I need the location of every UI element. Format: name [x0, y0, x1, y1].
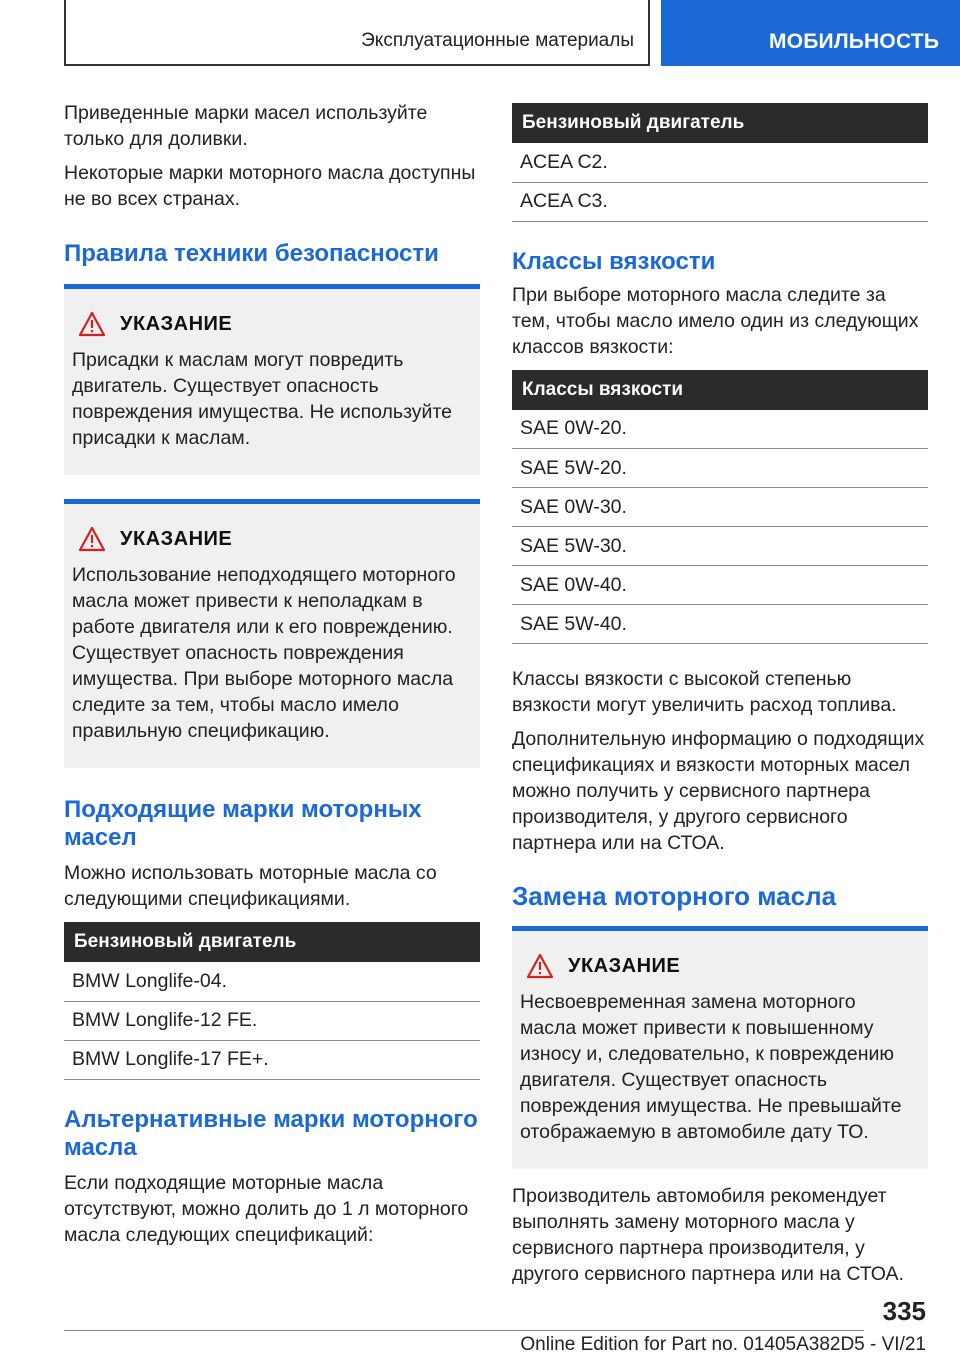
right-column — [512, 100, 928, 1295]
table-cell: BMW Longlife-12 FE. — [64, 1001, 480, 1040]
table-row — [512, 143, 928, 182]
heading-oil-change: Замена моторного масла — [512, 881, 837, 911]
table-header: Классы вязкости — [512, 370, 928, 410]
table-row — [512, 527, 928, 566]
warning-icon — [78, 311, 106, 337]
page-number: 335 — [882, 1296, 926, 1326]
paragraph: Некоторые марки моторного масла доступны не во всех странах. — [64, 162, 476, 210]
table-cell: SAE 0W-40. — [512, 566, 928, 605]
notice-header — [520, 953, 914, 979]
heading-safety: Правила техники безопасности — [64, 240, 439, 267]
paragraph: При выборе моторного масла следите за тем, чтобы масло имело один из следующих классов вязкости: — [512, 283, 919, 358]
notice-title: УКАЗАНИЕ — [120, 527, 233, 550]
paragraph: Производитель автомобиля рекомендует выполнять замену моторного масла у сервисного партнера производителя, у другого сервисного партнера или на СТОА. — [512, 1185, 904, 1285]
heading-viscosity: Классы вязкости — [512, 247, 716, 275]
table-cell: SAE 0W-20. — [512, 410, 928, 449]
table-cell: BMW Longlife-04. — [64, 962, 480, 1001]
paragraph: Можно использовать моторные масла со следующими спецификациями. — [64, 862, 437, 910]
viscosity-table — [512, 370, 928, 645]
left-column — [64, 100, 480, 1256]
table-row — [512, 605, 928, 644]
paragraph: Классы вязкости с высокой степенью вязкости могут увеличить расход топлива. — [512, 668, 897, 716]
notice-box — [64, 284, 480, 475]
table-cell: ACEA C2. — [512, 143, 928, 182]
notice-text: Использование неподходящего моторного масла может привести к неполадкам в работе двигателя или к его повреждению. Существует опасность повреждения имущества. При выборе моторного масла следите за тем, чтобы масло имело правильную спецификацию. — [72, 564, 456, 742]
table-cell: SAE 0W-30. — [512, 488, 928, 527]
paragraph: Дополнительную информацию о подходящих спецификациях и вязкости моторных масел можно получить у сервисного партнера производителя, у другого сервисного партнера или на СТОА. — [512, 728, 925, 854]
table-row — [64, 962, 480, 1001]
footer-edition: Online Edition for Part no. 01405A382D5 - VI/21 — [520, 1334, 926, 1355]
table-header: Бензиновый двигатель — [512, 103, 928, 143]
table-cell: SAE 5W-30. — [512, 527, 928, 566]
spec-table-petrol-alt — [512, 103, 928, 222]
spec-table-petrol — [64, 922, 480, 1080]
notice-header — [72, 526, 466, 552]
notice-text: Присадки к маслам могут повредить двигатель. Существует опасность повреждения имущества. Не используйте присадки к маслам. — [72, 349, 453, 449]
notice-box — [512, 926, 928, 1169]
table-row — [64, 1040, 480, 1079]
table-cell: SAE 5W-20. — [512, 449, 928, 488]
footer-divider — [64, 1330, 864, 1331]
chapter-tab: МОБИЛЬНОСТЬ — [661, 0, 960, 66]
notice-title: УКАЗАНИЕ — [120, 312, 233, 335]
table-row — [512, 566, 928, 605]
table-row — [512, 449, 928, 488]
table-cell: BMW Longlife-17 FE+. — [64, 1040, 480, 1079]
paragraph: Приведенные марки масел используйте только для доливки. — [64, 102, 428, 150]
table-row — [64, 1001, 480, 1040]
table-cell: SAE 5W-40. — [512, 605, 928, 644]
table-header: Бензиновый двигатель — [64, 922, 480, 962]
heading-alternative-oils: Альтернативные марки моторного масла — [64, 1105, 478, 1161]
notice-box — [64, 499, 480, 768]
page-header — [0, 0, 960, 66]
notice-header — [72, 311, 466, 337]
table-cell: ACEA C3. — [512, 182, 928, 221]
table-row — [512, 182, 928, 221]
warning-icon — [78, 526, 106, 552]
heading-suitable-oils: Подходящие марки моторных масел — [64, 796, 422, 851]
paragraph: Если подходящие моторные масла отсутствуют, можно долить до 1 л моторного масла следующих спецификаций: — [64, 1171, 469, 1246]
notice-text: Несвоевременная замена моторного масла может привести к повышенному износу и, следовательно, к повреждению двигателя. Существует опасность повреждения имущества. Не превышайте отображаемую в автомобиле дату ТО. — [520, 991, 902, 1143]
table-row — [512, 410, 928, 449]
section-title: Эксплуатационные материалы — [64, 0, 650, 66]
warning-icon — [526, 953, 554, 979]
notice-title: УКАЗАНИЕ — [568, 954, 681, 977]
table-row — [512, 488, 928, 527]
